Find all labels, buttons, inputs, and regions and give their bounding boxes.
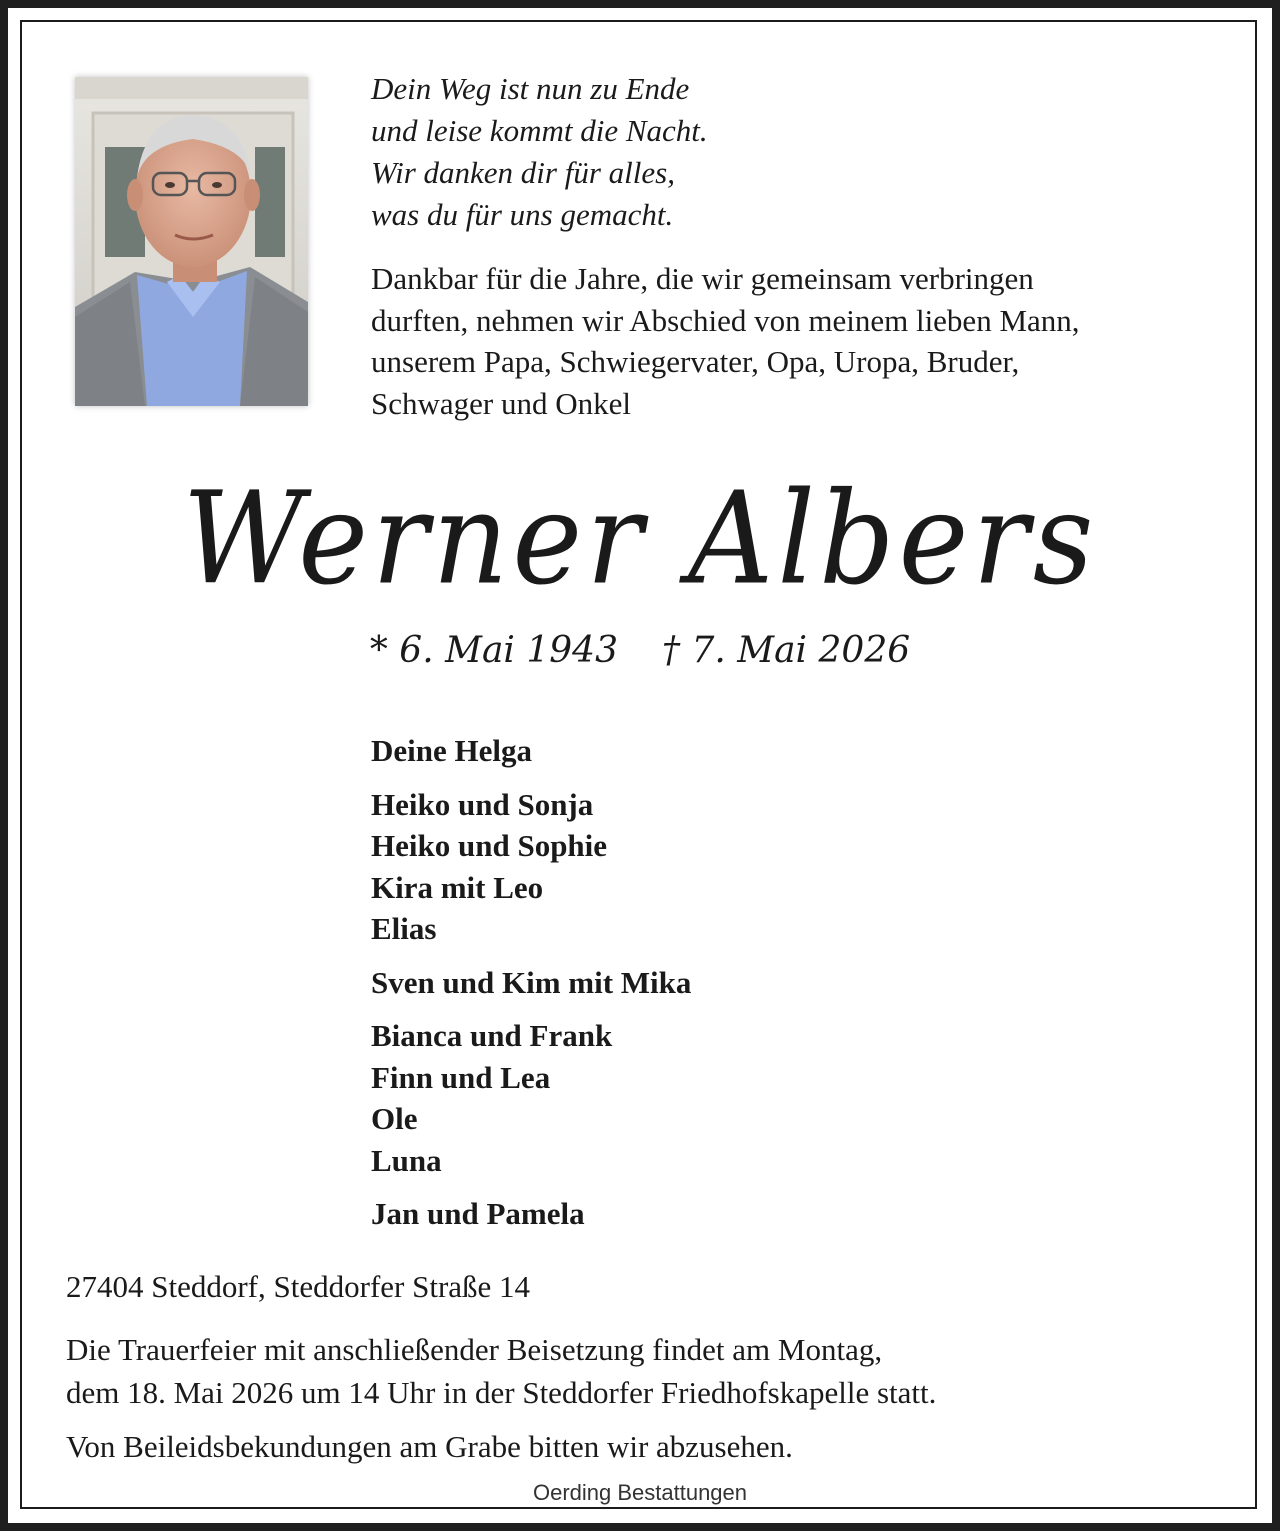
intro-line: Dankbar für die Jahre, die wir gemeinsam verbringen [371,261,1034,296]
poem-line: Wir danken dir für alles, [371,155,675,190]
obituary-notice [8,8,1272,1523]
family-group [371,784,691,950]
undertaker-credit: Oerding Bestattungen [532,1480,748,1505]
portrait-photo [75,77,308,406]
family-member: Heiko und Sophie [371,828,608,863]
family-member: Jan und Pamela [371,1196,585,1231]
intro-text [371,258,1231,424]
family-member: Heiko und Sonja [371,786,594,822]
family-group [371,1015,691,1181]
intro-line: unserem Papa, Schwiegervater, Opa, Uropa, Bruder, [371,344,1020,379]
portrait-image [75,77,308,406]
family-group [371,730,691,772]
service-line: dem 18. Mai 2026 um 14 Uhr in der Steddorfer Friedhofskapelle statt. [66,1375,937,1410]
family-member: Kira mit Leo [371,869,544,905]
family-signatures [371,730,691,1247]
address: 27404 Steddorf, Steddorfer Straße 14 [66,1269,531,1304]
family-group [371,1193,691,1235]
service-info [66,1328,936,1414]
death-date: † 7. Mai 2026 [662,630,911,671]
family-member: Ole [371,1101,418,1136]
family-member: Finn und Lea [371,1059,551,1095]
poem-line: Dein Weg ist nun zu Ende [371,71,690,106]
poem [371,68,708,236]
family-member: Bianca und Frank [371,1018,613,1053]
poem-line: und leise kommt die Nacht. [371,113,708,148]
birth-date: * 6. Mai 1943 [369,630,618,671]
intro-line: durften, nehmen wir Abschied von meinem lieben Mann, [371,302,1080,338]
condolences-note: Von Beileidsbekundungen am Grabe bitten wir abzusehen. [66,1429,793,1464]
deceased-name: Werner Albers [182,463,1098,613]
intro-line: Schwager und Onkel [371,385,631,421]
poem-line: was du für uns gemacht. [371,197,674,232]
family-member: Deine Helga [371,733,532,768]
family-member: Luna [371,1142,442,1178]
family-member: Sven und Kim mit Mika [371,964,692,1000]
service-line: Die Trauerfeier mit anschließender Beisetzung findet am Montag, [66,1332,883,1367]
life-dates [8,626,1272,676]
family-member: Elias [371,911,437,946]
family-group [371,962,691,1004]
